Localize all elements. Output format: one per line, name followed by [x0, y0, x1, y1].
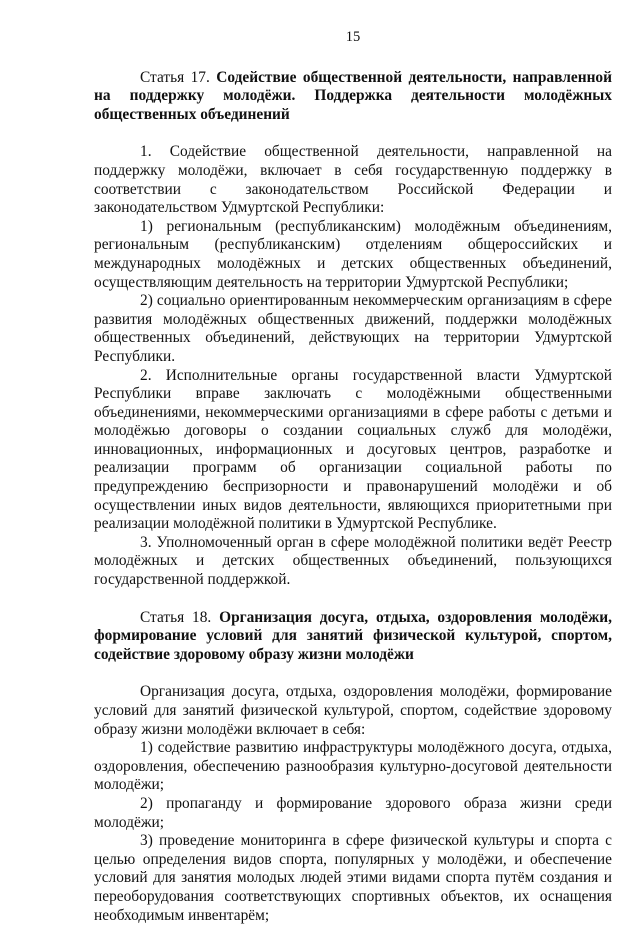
article-18-clause-2: 2) пропаганду и формирование здорового образа жизни среди молодёжи;	[94, 794, 612, 831]
article-17-paragraph-3: 3. Уполномоченный орган в сфере молодёжной политики ведёт Реестр молодёжных и детских общественных объединений, пользующихся государственной поддержкой.	[94, 533, 612, 589]
article-18-clause-3: 3) проведение мониторинга в сфере физической культуры и спорта с целью определения видов спорта, популярных у молодёжи, и обеспечение условий для занятия молодых людей этими видами спорта путём создания и переоборудования соответствующих спортивных объектов, их оснащения необходимым инвентарём;	[94, 832, 612, 924]
article-17-paragraph-2: 2. Исполнительные органы государственной власти Удмуртской Республики вправе заключать с молодёжными общественными объединениями, некоммерческими организациями в сфере работы с детьми и молодёжью договоры о создании социальных служб для молодёжи, инновационных, информационных и досуговых центров, разработке и реализации программ об организации социальной работы по предупреждению беспризорности и правонарушений молодёжи и об осуществлении иных видов деятельности, являющихся приоритетными при реализации молодёжной политики в Удмуртской Республике.	[94, 366, 612, 533]
article-18-intro: Организация досуга, отдыха, оздоровления молодёжи, формирование условий для занятий физической культурой, спортом, содействие здоровому образу жизни молодёжи включает в себя:	[94, 683, 612, 738]
article-17-heading	[94, 69, 612, 125]
article-17-paragraph-1: 1. Содействие общественной деятельности, направленной на поддержку молодёжи, включает в себя государственную поддержку в соответствии с законодательством Российской Федерации и законодательством Удмуртской Республики:	[94, 143, 612, 217]
article-17-clause-2: 2) социально ориентированным некоммерческим организациям в сфере развития молодёжных общественных движений, поддержки молодёжных общественных объединений, действующих на территории Удмуртской Республики.	[94, 292, 612, 365]
page-number: 15	[345, 29, 361, 45]
article-18-title: Организация досуга, отдыха, оздоровления молодёжи, формирование условий для занятий физической культурой, спортом, содействие здоровому образу жизни молодёжи	[94, 608, 612, 663]
article-17-label: Статья 17.	[140, 68, 210, 86]
article-17-title: Содействие общественной деятельности, направленной на поддержку молодёжи. Поддержка деятельности молодёжных общественных объединений	[94, 68, 612, 123]
document-page	[94, 28, 612, 925]
article-17-clause-1: 1) региональным (республиканским) молодёжным объединениям, региональным (республиканским) отделениям общероссийских и международных молодёжных и детских общественных объединений, осуществляющим деятельность на территории Удмуртской Республики;	[94, 217, 612, 291]
article-18-label: Статья 18.	[140, 608, 212, 626]
article-18-heading	[94, 609, 612, 665]
article-18-clause-1: 1) содействие развитию инфраструктуры молодёжного досуга, отдыха, оздоровления, обеспечению разнообразия культурно-досуговой деятельности молодёжи;	[94, 739, 612, 794]
